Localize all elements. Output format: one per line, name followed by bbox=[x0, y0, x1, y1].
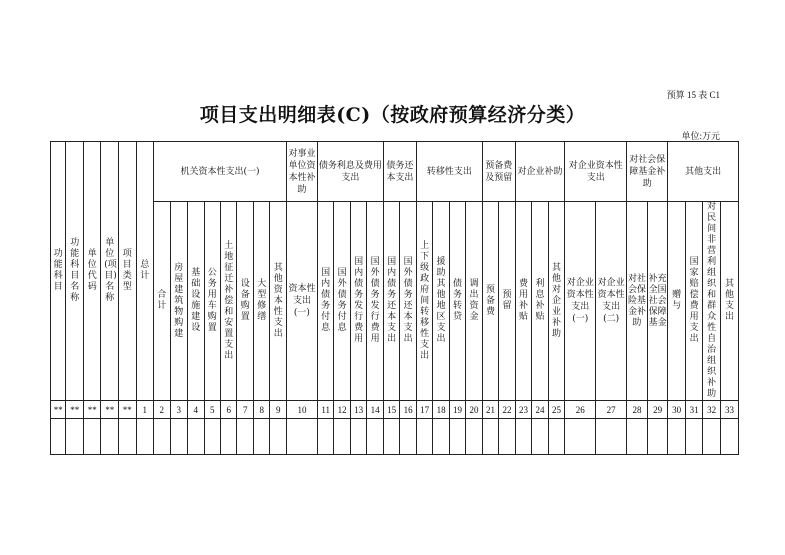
header-unit-code: 单位代码 bbox=[83, 142, 101, 401]
sub-header: 资本性支出(一) bbox=[286, 202, 317, 401]
sub-header: 其他支出 bbox=[720, 202, 738, 401]
sub-header: 公务用车购置 bbox=[204, 202, 220, 401]
table-cell[interactable] bbox=[720, 419, 738, 455]
sub-header: 土地征迁补偿和安置支出 bbox=[221, 202, 237, 401]
column-number: 8 bbox=[253, 401, 269, 419]
table-cell[interactable] bbox=[66, 419, 84, 455]
group-header: 机关资本性支出(一) bbox=[154, 142, 287, 202]
sub-header: 利息补贴 bbox=[532, 202, 548, 401]
column-number: 6 bbox=[221, 401, 237, 419]
sub-header: 预留 bbox=[499, 202, 516, 401]
table-cell[interactable] bbox=[101, 419, 119, 455]
table-row bbox=[51, 419, 739, 455]
page-title: 项目支出明细表(C)（按政府预算经济分类） bbox=[199, 104, 586, 126]
table-cell[interactable] bbox=[400, 419, 417, 455]
sub-header: 援助其他地区支出 bbox=[433, 202, 449, 401]
group-header: 对事业单位资本性补助 bbox=[286, 142, 317, 202]
sub-header: 房屋建筑物购建 bbox=[170, 202, 188, 401]
column-number: ** bbox=[101, 401, 119, 419]
group-header: 预备费及预留 bbox=[482, 142, 515, 202]
column-number: 25 bbox=[548, 401, 565, 419]
column-number: 31 bbox=[685, 401, 703, 419]
column-number: 17 bbox=[416, 401, 432, 419]
column-number: 2 bbox=[154, 401, 170, 419]
table-cell[interactable] bbox=[334, 419, 350, 455]
sub-header: 费用补贴 bbox=[515, 202, 531, 401]
column-number: ** bbox=[51, 401, 66, 419]
table-cell[interactable] bbox=[685, 419, 703, 455]
table-cell[interactable] bbox=[350, 419, 366, 455]
table-cell[interactable] bbox=[482, 419, 498, 455]
group-header: 其他支出 bbox=[668, 142, 739, 202]
table-cell[interactable] bbox=[136, 419, 154, 455]
column-number: 16 bbox=[400, 401, 417, 419]
table-cell[interactable] bbox=[532, 419, 548, 455]
table-cell[interactable] bbox=[499, 419, 516, 455]
group-header: 对社会保障基金补助 bbox=[627, 142, 668, 202]
table-cell[interactable] bbox=[270, 419, 287, 455]
sub-header: 国内债务还本支出 bbox=[383, 202, 399, 401]
table-cell[interactable] bbox=[466, 419, 483, 455]
table-cell[interactable] bbox=[565, 419, 596, 455]
sub-header: 国家赔偿费用支出 bbox=[685, 202, 703, 401]
table-cell[interactable] bbox=[51, 419, 66, 455]
column-number: 12 bbox=[334, 401, 350, 419]
table-cell[interactable] bbox=[647, 419, 668, 455]
sub-header: 大型修缮 bbox=[253, 202, 269, 401]
sub-header: 基础设施建设 bbox=[188, 202, 204, 401]
column-number: 30 bbox=[668, 401, 686, 419]
sub-header: 合计 bbox=[154, 202, 170, 401]
group-header: 债务还本支出 bbox=[383, 142, 416, 202]
sub-header: 对社会保险基金补助 bbox=[627, 202, 648, 401]
sub-header: 国内债务付息 bbox=[317, 202, 333, 401]
header-total: 总计 bbox=[136, 142, 154, 401]
table-cell[interactable] bbox=[221, 419, 237, 455]
expenditure-table bbox=[50, 141, 739, 455]
column-number: ** bbox=[119, 401, 137, 419]
table-cell[interactable] bbox=[433, 419, 449, 455]
sub-header: 国外债务发行费用 bbox=[367, 202, 384, 401]
table-cell[interactable] bbox=[170, 419, 188, 455]
table-cell[interactable] bbox=[449, 419, 465, 455]
table-cell[interactable] bbox=[154, 419, 170, 455]
unit-label: 单位:万元 bbox=[681, 131, 720, 141]
table-cell[interactable] bbox=[83, 419, 101, 455]
column-number: ** bbox=[83, 401, 101, 419]
column-number: 14 bbox=[367, 401, 384, 419]
table-cell[interactable] bbox=[383, 419, 399, 455]
column-number: 27 bbox=[596, 401, 627, 419]
column-number: 29 bbox=[647, 401, 668, 419]
table-cell[interactable] bbox=[668, 419, 686, 455]
column-number: 4 bbox=[188, 401, 204, 419]
sub-header: 上下级政府间转移性支出 bbox=[416, 202, 432, 401]
table-cell[interactable] bbox=[515, 419, 531, 455]
table-cell[interactable] bbox=[204, 419, 220, 455]
sub-header: 对企业资本性支出(一) bbox=[565, 202, 596, 401]
sub-header: 其他资本性支出 bbox=[270, 202, 287, 401]
sub-header: 赠与 bbox=[668, 202, 686, 401]
column-number: 15 bbox=[383, 401, 399, 419]
header-function-code: 功能科目 bbox=[51, 142, 66, 401]
table-cell[interactable] bbox=[286, 419, 317, 455]
table-cell[interactable] bbox=[119, 419, 137, 455]
group-header: 对企业资本性支出 bbox=[565, 142, 627, 202]
column-number: 21 bbox=[482, 401, 498, 419]
column-number: 7 bbox=[237, 401, 253, 419]
table-code: 预算 15 表 C1 bbox=[666, 90, 720, 100]
table-cell[interactable] bbox=[367, 419, 384, 455]
header-unit-name: 单位(项目)名称 bbox=[101, 142, 119, 401]
column-number: 1 bbox=[136, 401, 154, 419]
column-number: 11 bbox=[317, 401, 333, 419]
sub-header: 国外债务还本支出 bbox=[400, 202, 417, 401]
column-number: 24 bbox=[532, 401, 548, 419]
table-cell[interactable] bbox=[237, 419, 253, 455]
column-number: 13 bbox=[350, 401, 366, 419]
column-number: 18 bbox=[433, 401, 449, 419]
header-project-type: 项目类型 bbox=[119, 142, 137, 401]
column-number: 23 bbox=[515, 401, 531, 419]
sub-header: 预备费 bbox=[482, 202, 498, 401]
table-cell[interactable] bbox=[548, 419, 565, 455]
sub-header: 调出资金 bbox=[466, 202, 483, 401]
header-function-name: 功能科目名称 bbox=[66, 142, 84, 401]
sub-header: 对民间非营利组织和群众性自治组织补助 bbox=[703, 202, 721, 401]
sub-header: 设备购置 bbox=[237, 202, 253, 401]
sub-header: 国内债务发行费用 bbox=[350, 202, 366, 401]
group-header: 对企业补助 bbox=[515, 142, 565, 202]
column-number-row bbox=[51, 401, 739, 419]
column-number: 10 bbox=[286, 401, 317, 419]
sub-header: 补充全国社会保障基金 bbox=[647, 202, 668, 401]
sub-header: 其他对企业补助 bbox=[548, 202, 565, 401]
sub-header: 债务转贷 bbox=[449, 202, 465, 401]
column-number: 33 bbox=[720, 401, 738, 419]
table-cell[interactable] bbox=[703, 419, 721, 455]
table-cell[interactable] bbox=[627, 419, 648, 455]
table-cell[interactable] bbox=[253, 419, 269, 455]
column-number: 3 bbox=[170, 401, 188, 419]
column-number: 9 bbox=[270, 401, 287, 419]
column-number: 5 bbox=[204, 401, 220, 419]
column-number: 26 bbox=[565, 401, 596, 419]
column-number: 22 bbox=[499, 401, 516, 419]
table-cell[interactable] bbox=[416, 419, 432, 455]
table-cell[interactable] bbox=[596, 419, 627, 455]
table-cell[interactable] bbox=[188, 419, 204, 455]
group-header: 转移性支出 bbox=[416, 142, 482, 202]
group-header: 债务利息及费用支出 bbox=[317, 142, 383, 202]
sub-header: 对企业资本性支出(二) bbox=[596, 202, 627, 401]
column-number: 20 bbox=[466, 401, 483, 419]
sub-header: 国外债务付息 bbox=[334, 202, 350, 401]
column-number: 32 bbox=[703, 401, 721, 419]
column-number: ** bbox=[66, 401, 84, 419]
column-number: 28 bbox=[627, 401, 648, 419]
column-number: 19 bbox=[449, 401, 465, 419]
table-cell[interactable] bbox=[317, 419, 333, 455]
